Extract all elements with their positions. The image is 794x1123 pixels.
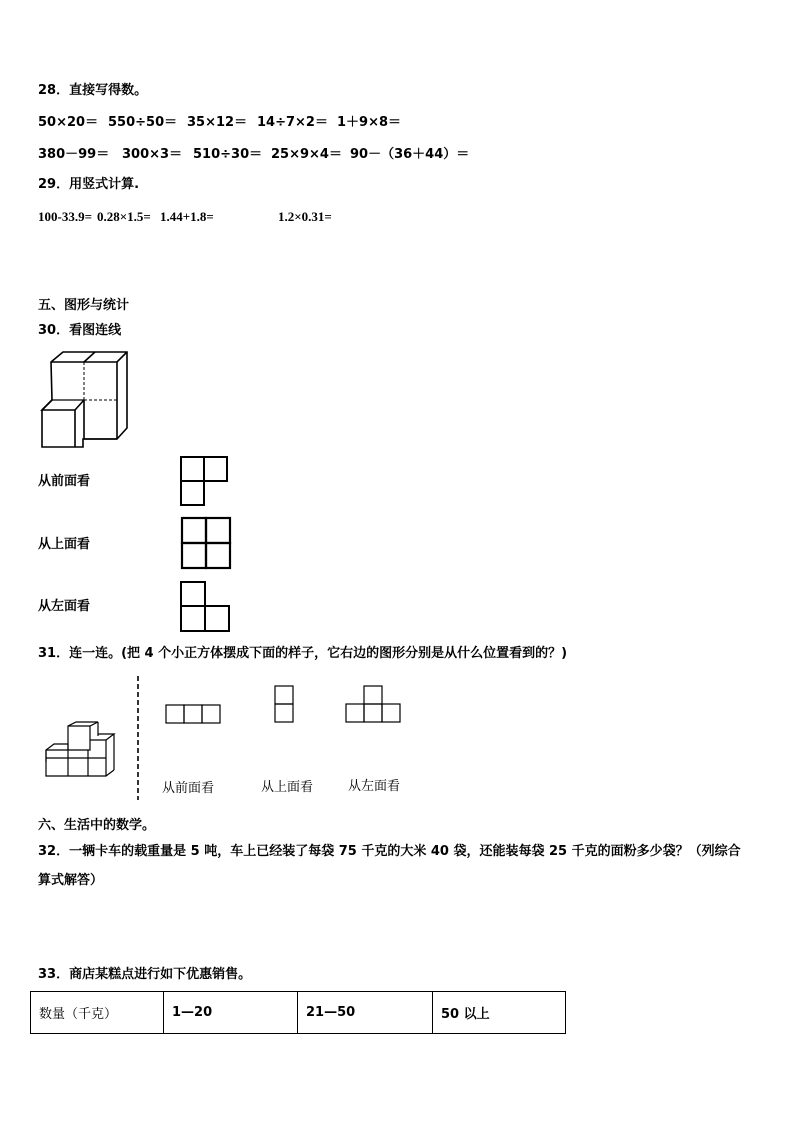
- q28-r1-item: 50×20＝: [38, 115, 99, 130]
- q28-r1-item: 1＋9×8＝: [337, 115, 402, 130]
- q32-line2: 算式解答）: [38, 873, 104, 888]
- section5-heading: 五、图形与统计: [38, 298, 130, 313]
- table-cell: 50 以上: [433, 992, 566, 1034]
- q31-view-shape-2: [273, 684, 295, 724]
- q31-view-shape-1: [165, 703, 223, 725]
- section6-heading: 六、生活中的数学。: [38, 818, 156, 833]
- q31-divider: [136, 676, 140, 800]
- q30-title: 30．看图连线: [38, 323, 122, 338]
- q28-r2-item: 90－（36＋44）＝: [350, 147, 470, 162]
- table-cell: 数量（千克）: [31, 992, 164, 1034]
- q30-label-top: 从上面看: [38, 537, 91, 552]
- q29-item: 1.44+1.8=: [160, 209, 214, 224]
- table-row: [31, 992, 566, 1034]
- q28-r1-item: 550÷50＝: [108, 115, 178, 130]
- q29-item: 100-33.9=: [38, 209, 92, 224]
- q31-view-shape-3: [345, 684, 403, 724]
- q32-line1: 32．一辆卡车的载重量是 5 吨，车上已经装了每袋 75 千克的大米 40 袋，还能装每袋 25 千克的面粉多少袋？（列综合: [38, 844, 741, 859]
- q29-title: 29．用竖式计算.: [38, 177, 140, 192]
- q33-table: [30, 991, 566, 1034]
- q31-blocks-figure: [44, 722, 124, 782]
- q31-label-left: 从左面看: [348, 779, 401, 794]
- q29-item: 0.28×1.5=: [97, 209, 151, 224]
- q31-label-top: 从上面看: [261, 780, 314, 795]
- q28-r1-item: 14÷7×2＝: [257, 115, 328, 130]
- q30-label-front: 从前面看: [38, 474, 91, 489]
- q29-item: 1.2×0.31=: [278, 209, 332, 224]
- q30-view-shape-2: [180, 516, 232, 570]
- q30-view-shape-1: [179, 455, 229, 507]
- q30-cube-figure: [36, 348, 132, 448]
- q28-r1-item: 35×12＝: [187, 115, 248, 130]
- q30-label-left: 从左面看: [38, 599, 91, 614]
- table-cell: 21—50: [298, 992, 433, 1034]
- q28-r2-item: 510÷30＝: [193, 147, 263, 162]
- q30-view-shape-3: [179, 580, 231, 634]
- q28-r2-item: 380－99＝: [38, 147, 110, 162]
- q31-title: 31．连一连。(把 4 个小正方体摆成下面的样子，它右边的图形分别是从什么位置看到的？): [38, 646, 568, 661]
- q28-r2-item: 25×9×4＝: [271, 147, 342, 162]
- q33-title: 33．商店某糕点进行如下优惠销售。: [38, 967, 252, 982]
- q28-r2-item: 300×3＝: [122, 147, 183, 162]
- q31-label-front: 从前面看: [162, 781, 215, 796]
- table-cell: 1—20: [164, 992, 298, 1034]
- q28-title: 28．直接写得数。: [38, 83, 148, 98]
